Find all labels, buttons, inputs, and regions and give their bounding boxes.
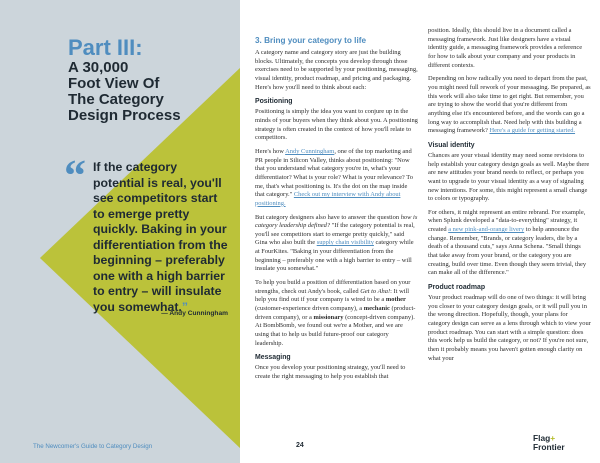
flag-frontier-logo	[533, 434, 573, 451]
logo-line2: Frontier	[533, 441, 565, 452]
paragraph-messaging: Once you develop your positioning strategy, you'll need to create the right messaging to help you establish that	[255, 364, 406, 380]
part-title-line5: Design Process	[68, 107, 181, 125]
pull-quote-text: If the category potential is real, you'll see competitors start to emerge pretty quickly. Baking in your differentiation from the beginning – preferably one with a high barrier to entry – will insulate you somewhat.	[93, 160, 228, 314]
subheading-product-roadmap: Product roadmap	[428, 284, 486, 292]
part-title-line2: A 30,000	[68, 58, 129, 76]
paragraph-visual-identity: Chances are your visual identity may need some revisions to help establish your category design goals as well. Maybe there are new attitudes your brand needs to reflect, or perhaps you want to upgrade to your visual identity as a way of signaling new intentions. For some, this might represent a small change to colors or typography.	[428, 151, 590, 203]
quote-close-mark: ”	[181, 299, 188, 314]
text-run: : It will help you find out if your company is wired to be a	[255, 287, 410, 304]
text-column-left	[255, 36, 418, 387]
paragraph-framework: position. Ideally, this should live in a document called a messaging framework. Just like designers have a visual identity guide, a messaging framework provides a reference for how to talk about your company and your products in different contexts.	[428, 27, 583, 69]
text-run: category while at FourKites. "Baking in your differentiation from the beginning – preferably one with a high barrier to entry – will insulate you somewhat."	[255, 239, 414, 273]
text-run: (product-driven company), or a	[255, 305, 416, 321]
paragraph-andy	[255, 148, 418, 209]
paragraph-leadership	[255, 214, 418, 275]
quote-open-mark: “	[64, 151, 86, 200]
section-heading: 3. Bring your category to life	[255, 36, 367, 45]
subheading-positioning: Positioning	[255, 98, 293, 106]
paragraph-intro: A category name and category story are just the building blocks. Ultimately, the concepts you develop through those exercises need to be supported by your positioning, messaging, visual identity, product roadmap, and pricing and packaging. Here's how you'll need to think about each:	[255, 49, 418, 91]
bold-term: mother	[385, 296, 406, 304]
subheading-visual-identity: Visual identity	[428, 141, 475, 149]
paragraph-rebrand	[428, 209, 591, 278]
text-column-right	[428, 27, 591, 368]
pull-quote	[93, 160, 231, 315]
bold-term: missionary	[313, 313, 344, 321]
bold-term: mechanic	[363, 305, 390, 313]
paragraph-roadmap: Your product roadmap will do one of two things: it will bring you closer to your category design goals, or it will pull you in the wrong direction. Hopefully, though, your plans for category design can serve as a lens through which to view your product roadmap. You can start with a simple question: does this work help us build the category, or not? If you're not sure, then it probably means you haven't gotten enough clarity on what your	[428, 294, 591, 362]
link-splunk-livery[interactable]: a new pink-and-orange livery	[448, 226, 525, 234]
link-supply-chain-visibility[interactable]: supply chain visibility	[316, 239, 374, 247]
text-run: "If the category potential is real, you'll see competitors start to emerge pretty quickly," said Gina who also built the	[255, 222, 415, 247]
paragraph-positioning: Positioning is simply the idea you want to conjure up in the minds of your buyers when they think about you. A positioning strategy is often created in the context of how you'll relate to competitors.	[255, 108, 418, 142]
text-run: (customer-experience driven company), a	[255, 305, 364, 313]
book-title: Get to Aha!	[360, 287, 391, 295]
quote-attribution: — Andy Cunningham	[161, 310, 228, 317]
link-andy-cunningham[interactable]: Andy Cunningham	[285, 147, 335, 155]
part-title-line3: Foot View Of	[68, 74, 160, 92]
logo-plus: +	[550, 433, 556, 443]
footer-document-title: The Newcomer's Guide to Category Design	[33, 443, 153, 450]
logo-word-flag: Flag	[533, 433, 551, 443]
part-title	[68, 36, 228, 125]
left-panel	[0, 0, 240, 463]
subheading-messaging: Messaging	[255, 354, 291, 362]
text-run: (concept-driven company). At BombBomb, we found out we're a Mother, and we are using that to help us build future-proof our category leadership.	[255, 313, 415, 347]
paragraph-rework	[428, 75, 591, 136]
text-run: , one of the top marketing and PR people in Silicon Valley, thinks about positioning: "Now that you understand what category you're in, what's your differentiator? What is your role? What is your relevance? To me, that's what positioning is. It's the dot on the map inside that category."	[255, 147, 413, 199]
text-run: For others, it might represent an entire rebrand. For example, when Splunk developed a "data-to-everything" strategy, it created	[428, 208, 586, 234]
page-number: 24	[296, 442, 304, 449]
text-run: To help you build a position of differentiation based on your strengths, check out Andy's book, called	[255, 279, 411, 295]
emphasis-question: how is category leadership defined?	[255, 213, 418, 230]
text-run: Here's how	[255, 147, 286, 155]
link-messaging-guide[interactable]: Here's a guide for getting started.	[489, 127, 576, 135]
text-run: Depending on how radically you need to depart from the past, you might need full rework of your messaging. Be prepared, as this work will also take time to get right. But remember, you are trying to show the world that you're different from anything else it's encountered before, and the words can go a long way to accomplish that. Need help with this building a messaging framework?	[428, 75, 591, 135]
part-title-line4: The Category	[68, 91, 164, 109]
text-run: to help announce the change. Remember, "Brands, or category leaders, die by a death of a thousand cuts," says Anna Schena. "Small things that take away from your brand, or the category you are creating, build over time. Even though they seem trivial, they can make all of the difference."	[428, 226, 587, 277]
text-run: But category designers also have to answer the question	[255, 213, 401, 221]
paragraph-book	[255, 279, 418, 348]
part-title-line1: Part III:	[68, 35, 143, 60]
link-andy-interview[interactable]: Check out my interview with Andy about positioning.	[255, 191, 401, 207]
